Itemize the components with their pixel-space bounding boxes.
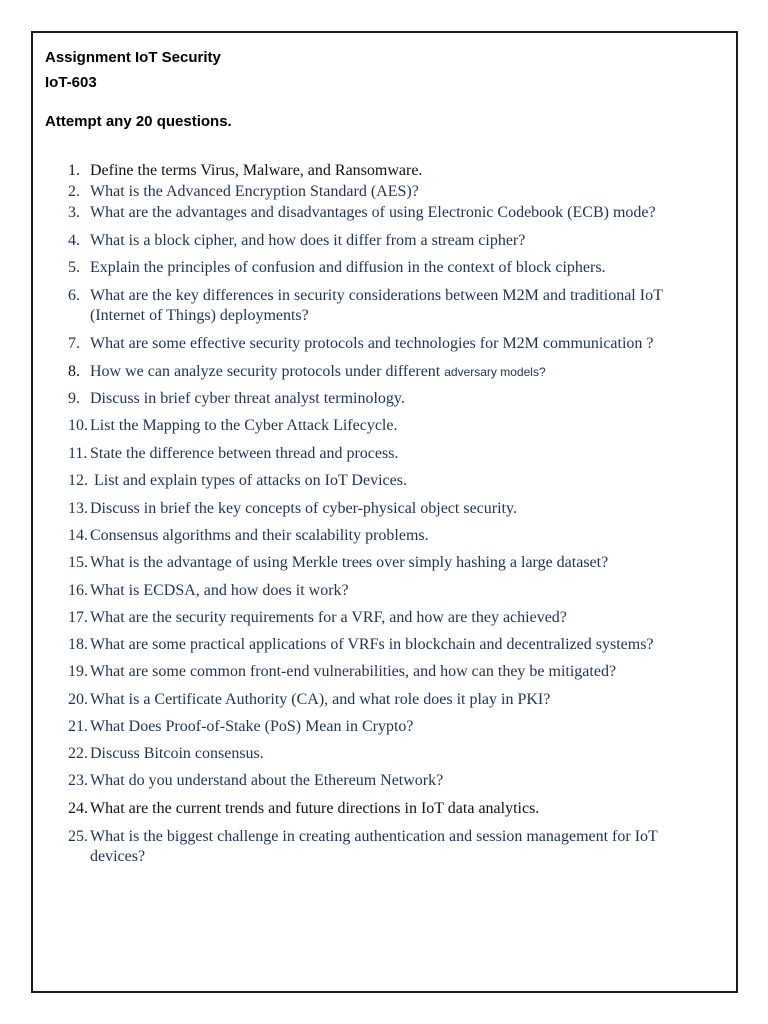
question-text: Discuss in brief the key concepts of cyber-physical object security. — [90, 500, 517, 517]
question-text: What are some common front-end vulnerabilities, and how can they be mitigated? — [90, 663, 617, 680]
instruction-text: Attempt any 20 questions. — [45, 113, 232, 130]
question-text: Consensus algorithms and their scalability problems. — [90, 527, 429, 544]
question-number: 22. — [68, 745, 88, 762]
question-item — [68, 717, 414, 737]
question-number: 17. — [68, 609, 88, 626]
question-text: How we can analyze security protocols under different — [90, 363, 441, 380]
question-number: 7. — [68, 335, 80, 352]
question-number: 9. — [68, 390, 80, 407]
question-item — [68, 444, 398, 464]
question-number: 21. — [68, 718, 88, 735]
question-number: 25. — [68, 828, 88, 845]
question-text: What is ECDSA, and how does it work? — [90, 582, 349, 599]
question-number: 23. — [68, 772, 88, 789]
question-item — [68, 334, 654, 354]
question-number: 11. — [68, 445, 88, 462]
question-number: 14. — [68, 527, 88, 544]
question-text: Define the terms Virus, Malware, and Ransomware. — [90, 162, 423, 179]
question-number: 12. — [68, 472, 88, 489]
question-item — [68, 827, 658, 865]
question-text: Explain the principles of confusion and diffusion in the context of block ciphers. — [90, 259, 606, 276]
question-number: 16. — [68, 582, 88, 599]
question-item — [68, 635, 654, 655]
question-text: What Does Proof-of-Stake (PoS) Mean in Crypto? — [90, 718, 414, 735]
question-item — [68, 526, 429, 546]
question-item — [68, 389, 405, 409]
question-item — [68, 231, 525, 251]
question-text: List the Mapping to the Cyber Attack Lifecycle. — [90, 417, 398, 434]
question-item — [68, 608, 567, 628]
question-item — [68, 581, 349, 601]
question-text: Discuss Bitcoin consensus. — [90, 745, 264, 762]
question-item — [68, 161, 422, 181]
question-text: What is a Certificate Authority (CA), and what role does it play in PKI? — [90, 691, 551, 708]
question-item — [68, 662, 616, 682]
question-item — [68, 182, 419, 202]
question-item — [68, 553, 608, 573]
question-text: What is the advantage of using Merkle trees over simply hashing a large dataset? — [90, 554, 609, 571]
question-number: 8. — [68, 363, 80, 380]
question-item — [68, 690, 550, 710]
question-text-continued: devices? — [90, 848, 146, 865]
question-text: State the difference between thread and process. — [90, 445, 399, 462]
course-code: IoT-603 — [45, 74, 97, 91]
question-number: 15. — [68, 554, 88, 571]
question-text: What are the security requirements for a VRF, and how are they achieved? — [90, 609, 567, 626]
question-item — [68, 471, 407, 491]
question-number: 18. — [68, 636, 88, 653]
question-item — [68, 771, 443, 791]
question-text: Discuss in brief cyber threat analyst terminology. — [90, 390, 405, 407]
question-text: List and explain types of attacks on IoT Devices. — [90, 472, 407, 489]
question-text: What are the key differences in security considerations between M2M and traditional IoT — [90, 287, 663, 304]
question-item — [68, 744, 264, 764]
question-item — [68, 203, 656, 223]
question-item — [68, 499, 517, 519]
question-number: 4. — [68, 232, 80, 249]
assignment-title: Assignment IoT Security — [45, 49, 221, 66]
question-number: 1. — [68, 162, 80, 179]
question-item — [68, 286, 663, 324]
question-number: 24. — [68, 800, 88, 817]
question-number: 5. — [68, 259, 80, 276]
question-number: 13. — [68, 500, 88, 517]
question-item — [68, 362, 546, 382]
question-text: What are some practical applications of VRFs in blockchain and decentralized systems? — [90, 636, 654, 653]
question-number: 6. — [68, 287, 80, 304]
question-number: 19. — [68, 663, 88, 680]
question-text: What is a block cipher, and how does it differ from a stream cipher? — [90, 232, 526, 249]
question-item — [68, 416, 397, 436]
question-text: What are the advantages and disadvantages of using Electronic Codebook (ECB) mode? — [90, 204, 656, 221]
question-text: What are the current trends and future directions in IoT data analytics. — [90, 800, 540, 817]
question-text: What is the Advanced Encryption Standard (AES)? — [90, 183, 419, 200]
question-text: What are some effective security protocols and technologies for M2M communication ? — [90, 335, 654, 352]
question-number: 3. — [68, 204, 80, 221]
question-text: What do you understand about the Ethereum Network? — [90, 772, 444, 789]
question-text: What is the biggest challenge in creating authentication and session management for IoT — [90, 828, 658, 845]
question-text-continued: (Internet of Things) deployments? — [90, 307, 309, 324]
question-item — [68, 258, 606, 278]
question-number: 2. — [68, 183, 80, 200]
question-item — [68, 799, 539, 819]
question-number: 10. — [68, 417, 88, 434]
question-number: 20. — [68, 691, 88, 708]
question-text-small: adversary models? — [444, 365, 546, 379]
